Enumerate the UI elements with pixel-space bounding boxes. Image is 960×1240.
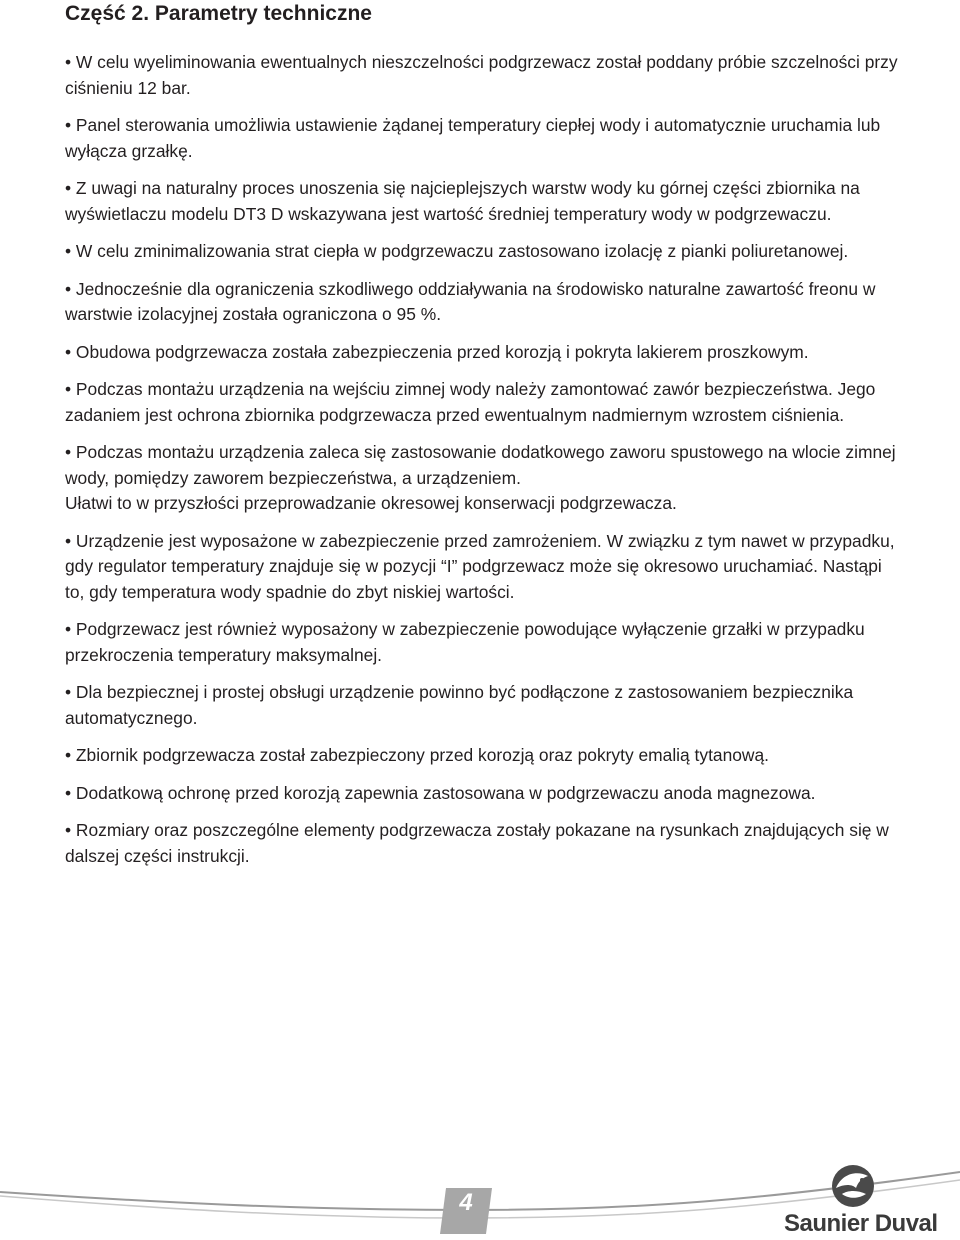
list-item: • Panel sterowania umożliwia ustawienie żądanej temperatury ciepłej wody i automatycznie uruchamia lub wyłącza grzałkę.: [65, 115, 881, 161]
saunier-duval-bird-logo-icon: [822, 1162, 884, 1208]
list-item: • W celu zminimalizowania strat ciepła w podgrzewaczu zastosowano izolację z pianki poliuretanowej.: [65, 241, 849, 261]
page-number: 4: [459, 1189, 473, 1216]
page-title: Część 2. Parametry techniczne: [65, 2, 372, 25]
list-item: • Z uwagi na naturalny proces unoszenia się najcieplejszych warstw wody ku górnej części zbiornika na wyświetlaczu modelu DT3 D wskazywana jest wartość średniej temperatury wody w podgrzewaczu.: [65, 178, 860, 224]
list-item: • Rozmiary oraz poszczególne elementy podgrzewacza zostały pokazane na rysunkach znajdujących się w dalszej części instrukcji.: [65, 820, 889, 866]
brand-name: Saunier Duval: [784, 1210, 938, 1237]
list-item: • Dodatkową ochronę przed korozją zapewnia zastosowana w podgrzewaczu anoda magnezowa.: [65, 782, 816, 803]
list-item: • Dla bezpiecznej i prostej obsługi urządzenie powinno być podłączone z zastosowaniem bezpiecznika automatycznego.: [65, 682, 854, 728]
list-item: • Podgrzewacz jest również wyposażony w zabezpieczenie powodujące wyłączenie grzałki w przypadku przekroczenia temperatury maksymalnej.: [65, 619, 865, 665]
list-item: • Jednocześnie dla ograniczenia szkodliwego oddziaływania na środowisko naturalne zawartość freonu w warstwie izolacyjnej została ograniczona o 95 %.: [65, 278, 876, 324]
list-item: • Zbiornik podgrzewacza został zabezpieczony przed korozją oraz pokryty emalią tytanową.: [65, 745, 769, 765]
list-item: • W celu wyeliminowania ewentualnych nieszczelności podgrzewacz został poddany próbie szczelności przy ciśnieniu 12 bar.: [65, 52, 898, 98]
list-item: • Podczas montażu urządzenia na wejściu zimnej wody należy zamontować zawór bezpieczeństwa. Jego zadaniem jest ochrona zbiornika podgrzewacza przed ewentualnym nadmiernym wzrostem ciśnienia.: [65, 379, 876, 425]
bullet-list: [65, 50, 905, 881]
list-item: • Obudowa podgrzewacza została zabezpieczenia przed korozją i pokryta lakierem proszkowym.: [65, 341, 809, 362]
list-item: • Urządzenie jest wyposażone w zabezpieczenie przed zamrożeniem. W związku z tym nawet w przypadku, gdy regulator temperatury znajduje się w pozycji “I” podgrzewacz może się okresowo uruchamiać. Nastąpi to, gdy temperatura wody spadnie do zbyt niskiej wartości.: [65, 530, 895, 602]
list-item: • Podczas montażu urządzenia zaleca się zastosowanie dodatkowego zaworu spustowego na wlocie zimnej wody, pomiędzy zaworem bezpieczeństwa, a urządzeniem. Ułatwi to w przyszłości przeprowadzanie okresowej konserwacji podgrzewacza.: [65, 442, 896, 513]
